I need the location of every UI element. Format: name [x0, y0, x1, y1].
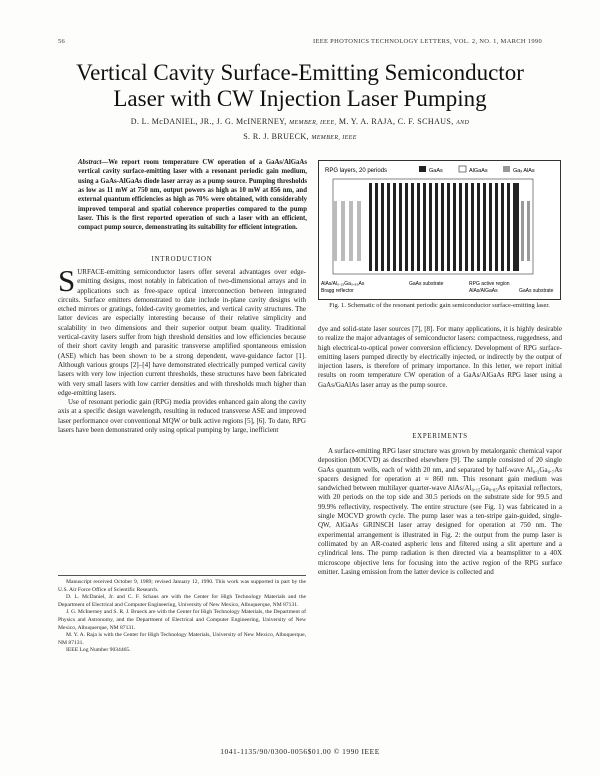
authors-line1-a: D. L. McDANIEL, JR., J. G. McINERNEY,: [130, 117, 287, 126]
footnotes: [58, 575, 306, 655]
copyright-line: 1041-1135/90/0300-0056$01.00 © 1990 IEEE: [220, 747, 380, 756]
legend-algaas: AlGaAs: [469, 168, 488, 174]
legend-swatch-algaas: [459, 166, 466, 172]
title-line-1: Vertical Cavity Surface-Emitting Semiconductor: [76, 60, 524, 85]
author-list: [70, 115, 530, 145]
right-label-rpg: RPG active region: [469, 281, 510, 287]
caption-label: Fig. 1.: [329, 302, 346, 309]
intro-paragraph-2: Use of resonant periodic gain (RPG) media provides enhanced gain along the cavity axis at a specific design wavelength, resulting in reduced transverse ASE and improved laser performance over conventional MQW or bulk active regions [5], [6]. To date, RPG lasers have been demonstrated only using optical pumping by large, inefficient: [58, 398, 306, 435]
laser-structure-diagram: [319, 161, 560, 299]
figure-1-caption: [318, 302, 561, 311]
journal-name: IEEE PHOTONICS TECHNOLOGY LETTERS, VOL. 2, NO. 1, MARCH 1990: [312, 38, 542, 45]
right-label-algaas: AlAs/AlGaAs: [469, 288, 498, 294]
footnote-affiliation-1: D. L. McDaniel, Jr. and C. F. Schaus are with the Center for High Technology Materials and the Department of Electrical and Computer Engineering, University of New Mexico, Albuquerque, NM 87131.: [58, 594, 306, 608]
section-heading-experiments: EXPERIMENTS: [412, 433, 468, 440]
left-column: [58, 263, 306, 435]
rpg-quantum-wells: [369, 183, 519, 271]
authors-and: AND: [456, 120, 470, 126]
section-heading-introduction: INTRODUCTION: [151, 256, 213, 263]
footnote-received: Manuscript received October 9, 1989; revised January 12, 1990. This work was supported in part by the U.S. Air Force Office of Scientific Research.: [58, 579, 306, 593]
rpg-layers-label: RPG layers, 20 periods: [325, 168, 388, 174]
legend-gaas: GaAs: [429, 168, 443, 174]
intro-paragraph-1: SURFACE-emitting semiconductor lasers offer several advantages over edge-emitting designs, most notably in fabrication of two-dimensional arrays and in applications such as free-space optical interconnection between integrated circuits. Surface emitters demonstrated to date include in-plane cavity designs with etched mirrors or gratings, folded-cavity geometries, and vertical cavity structures. The latter devices are especially interesting because of their relative simplicity and scalability in two dimensions and their superior output beam quality. Traditional vertical-cavity lasers suffer from high threshold densities and low efficiencies because of their short cavity length and parasitic transverse amplified spontaneous emission (ASE) which has been shown to be a strong dependent, wave-guidance factor [1]. Although various groups [2]–[4] have demonstrated electrically pumped vertical cavity lasers with very low injection current thresholds, these structures have been fabricated with very small lasers with low carrier densities and with thresholds much higher than edge-emitting lasers.: [58, 263, 306, 397]
abstract: [78, 158, 307, 233]
page-number: 56: [58, 38, 66, 45]
left-label-dbr: AlAs/Al₀.₁₅Ga₀.₈₅As: [321, 281, 365, 287]
legend-swatch-gaalas: [503, 166, 510, 172]
member-ieee-2: MEMBER, IEEE: [311, 135, 357, 141]
abstract-label: Abstract: [78, 159, 102, 166]
figure-1: [318, 160, 561, 300]
left-label-substrate: GaAs substrate: [409, 281, 444, 287]
title-line-2: Laser with CW Injection Laser Pumping: [113, 86, 487, 111]
footnote-affiliation-2: J. G. McInerney and S. R. J. Brueck are with the Center for High Technology Materials, the Department of Physics and Astronomy, and the Department of Electrical and Computer Engineering, University of New Mexico, Albuquerque, NM 87131.: [58, 609, 306, 631]
left-label-bragg: Bragg reflector: [321, 288, 354, 294]
paper-title: [60, 60, 540, 112]
drop-cap: S: [58, 263, 76, 298]
member-ieee-1: MEMBER, IEEE,: [289, 120, 337, 126]
abstract-text: —We report room temperature CW operation of a GaAs/AlGaAs vertical cavity surface-emitting laser with a resonant periodic gain medium, using a GaAs-AlGaAs diode laser array as a pump source. Pumping thresholds as low as 11 mW at 750 nm, output powers as high as 10 mW at 856 nm, and external quantum efficiencies as high as 70% were obtained, with considerably improved temporal and spatial coherence properties compared to the pump laser. This is the first reported operation of such a laser with an efficient, compact pump source, demonstrating its suitability for efficient integration.: [78, 159, 307, 232]
right-column-top: [318, 325, 562, 390]
right-paragraph-1: dye and solid-state laser sources [7], [8]. For many applications, it is highly desirable to realize the major advantages of semiconductor lasers: compactness, ruggedness, and high electrical-to-optical power conversion efficiency. Development of RPG surface-emitting lasers pumped directly by electrically injected, or indirectly by the output of injection lasers, is therefore of primary importance. In this letter, we report initial results on room temperature CW operation of a GaAs/AlGaAs RPG laser using a GaAs/GaAlAs laser array as the pump source.: [318, 325, 562, 389]
right-label-substrate: GaAs substrate: [519, 288, 554, 294]
footnote-affiliation-3: M. Y. A. Raja is with the Center for High Technology Materials, University of New Mexico, Albuquerque, NM 87131.: [58, 632, 306, 646]
authors-line2: S. R. J. BRUECK,: [243, 132, 309, 141]
experiments-paragraph-1: A surface-emitting RPG laser structure was grown by metalorganic chemical vapor deposition (MOCVD) as described elsewhere [9]. The sample consisted of 20 single GaAs quantum wells, each of width 20 nm, and separated by half-wave Al₀.₃Ga₀.₇As spacers designed for operation at ≈ 860 nm. This resonant gain medium was sandwiched between multilayer quarter-wave AlAs/Al₀.₁₅Ga₀.₈₅As epitaxial reflectors, with 20 periods on the top side and 30.5 periods on the substrate side for 99.5 and 99.9% reflectivity, respectively. The entire structure (see Fig. 1) was fabricated in a single MOCVD growth cycle. The pump laser was a ten-stripe gain-guided, single-QW, AlGaAs GRINSCH laser array designed for operation at 750 nm. The experimental arrangement is illustrated in Fig. 2: the output from the pump laser is collimated by an AR-coated aspheric lens and filtered using a slit aperture and a cylindrical lens. The pump radiation is then directed via a beamsplitter to a 40X microscope objective lens for focusing into the active region of the RPG surface emitter. Lasing emission from the latter device is collected and: [318, 447, 562, 576]
legend-gaalas: Gaₓ AlAs: [513, 168, 535, 174]
caption-text: Schematic of the resonant periodic gain semiconductor surface-emitting laser.: [347, 302, 550, 309]
right-column-bottom: [318, 447, 562, 577]
authors-line1-b: M. Y. A. RAJA, C. F. SCHAUS,: [338, 117, 454, 126]
footnote-log-number: IEEE Log Number 9034465.: [66, 647, 131, 654]
legend-swatch-gaas: [419, 166, 426, 172]
